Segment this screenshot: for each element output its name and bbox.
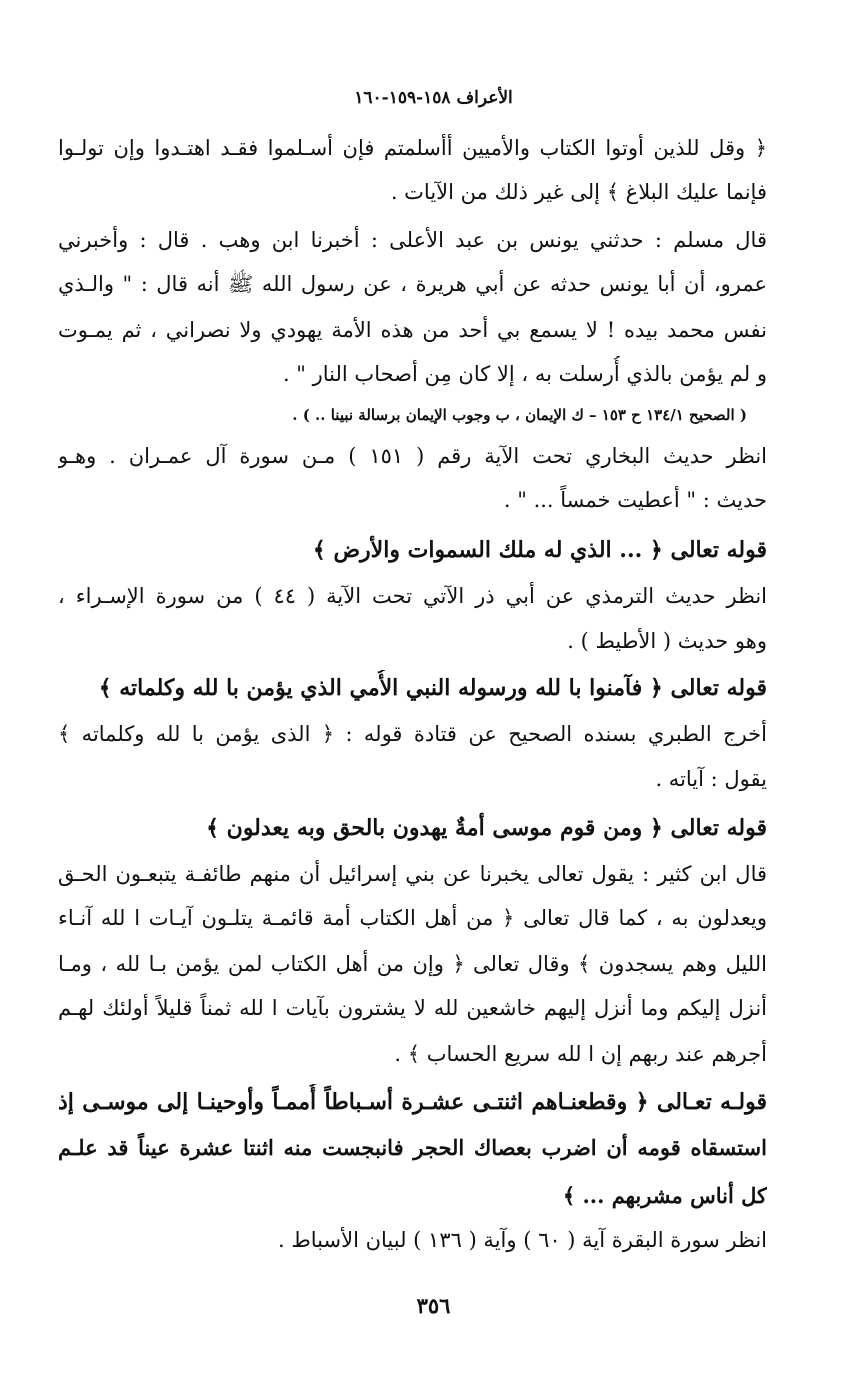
source-citation: ( الصحيح ١٣٤/١ ح ١٥٣ – ك الإيمان ، ب وجوب الإيمان برسالة نبينا .. ) .: [292, 406, 747, 424]
text-line: فإنما عليك البلاغ ﴾ إلى غير ذلك من الآيات .: [390, 180, 767, 204]
text-line: نفس محمد بيده ! لا يسمع بي أحد من هذه الأمة يهودي ولا نصراني ، ثم يمـوت: [58, 318, 767, 342]
section-heading: قوله تعالى ﴿ ومن قوم موسى أمةٌ يهدون بالحق وبه يعدلون ﴾: [206, 815, 767, 841]
text-line: الليل وهم يسجدون ﴾ وقال تعالى ﴿ وإن من أهل الكتاب لمن يؤمن بـا لله ، ومـا: [58, 952, 767, 976]
text-line: قال ابن كثير : يقول تعالى يخبرنا عن بني إسرائيل أن منهم طائفـة يتبعـون الحـق: [58, 862, 767, 886]
section-heading: قوله تعالى ﴿ فآمنوا با لله ورسوله النبي الأُمي الذي يؤمن با لله وكلماته ﴾: [98, 675, 767, 701]
text-line: يقول : آياته .: [655, 767, 767, 791]
text-line: ﴿ وقل للذين أوتوا الكتاب والأميين أأسلمتم فإن أسـلموا فقـد اهتـدوا وإن تولـوا: [58, 136, 767, 160]
section-heading-continued: كل أناس مشربهم ... ﴾: [562, 1183, 767, 1208]
section-heading: قولـه تعـالى ﴿ وقطعنـاهم اثنتـى عشـرة أسـباطاً أُممـاً وأوحينـا إلى موسـى إذ: [58, 1089, 767, 1115]
text-line: حديث : " أعطيت خمساً ... " .: [503, 488, 767, 512]
page-number: ٣٥٦: [416, 1293, 451, 1318]
text-line: انظر حديث الترمذي عن أبي ذر الآتي تحت الآية ( ٤٤ ) من سورة الإسـراء ،: [58, 584, 767, 608]
text-line: أخرج الطبري بسنده الصحيح عن قتادة قوله : ﴿ الذى يؤمن با لله وكلماته ﴾: [58, 722, 767, 746]
text-line: عمرو، أن أبا يونس حدثه عن أبي هريرة ، عن رسول الله ﷺ أنه قال : " والـذي: [58, 272, 767, 296]
section-heading-continued: استسقاه قومه أن اضرب بعصاك الحجر فانبجست منه اثنتا عشرة عيناً قد علـم: [58, 1135, 767, 1160]
running-header: الأعراف ١٥٨-١٥٩-١٦٠: [354, 88, 513, 108]
section-heading: قوله تعالى ﴿ ... الذي له ملك السموات والأرض ﴾: [312, 537, 767, 563]
text-line: قال مسلم : حدثني يونس بن عبد الأعلى : أخبرنا ابن وهب . قال : وأخبرني: [58, 228, 767, 252]
text-line: أنزل إليكم وما أنزل إليهم خاشعين لله لا يشترون بآيات ا لله ثمناً قليلاً أولئك لهـم: [58, 996, 767, 1020]
text-line: و لم يؤمن بالذي أُرسلت به ، إلا كان مِن أصحاب النار " .: [282, 362, 767, 386]
text-line: ويعدلون به ، كما قال تعالى ﴿ من أهل الكتاب أمة قائمـة يتلـون آيـات ا لله آنـاء: [58, 906, 767, 930]
text-line: أجرهم عند ربهم إن ا لله سريع الحساب ﴾ .: [394, 1042, 767, 1066]
text-line: انظر سورة البقرة آية ( ٦٠ ) وآية ( ١٣٦ ) لبيان الأسباط .: [278, 1228, 767, 1252]
text-line: انظر حديث البخاري تحت الآية رقم ( ١٥١ ) مـن سورة آل عمـران . وهـو: [58, 444, 767, 468]
text-line: وهو حديث ( الأطيط ) .: [567, 629, 767, 653]
